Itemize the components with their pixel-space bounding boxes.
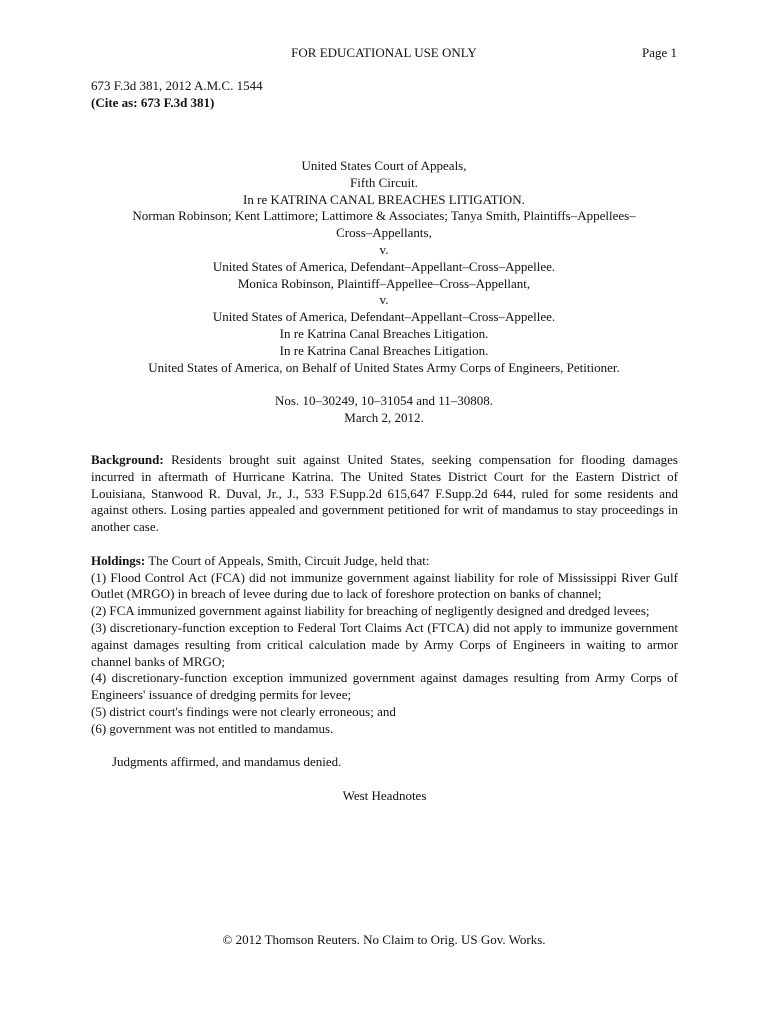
petitioner: United States of America, on Behalf of United States Army Corps of Engineers, Petitioner.	[148, 359, 620, 375]
page-number: Page 1	[641, 45, 677, 60]
plaintiffs-line-2: Cross–Appellants,	[336, 225, 432, 241]
holding-item-2: (2) FCA immunized government against liability for breaching of negligently designed and dredged levees;	[91, 603, 650, 619]
educational-use-banner: FOR EDUCATIONAL USE ONLY	[291, 45, 477, 60]
background-label: Background:	[91, 452, 164, 467]
holdings-intro	[91, 553, 678, 570]
background-paragraph	[91, 452, 678, 536]
holding-item-6: (6) government was not entitled to mandamus.	[91, 720, 334, 736]
holding-item-1: (1) Flood Control Act (FCA) did not immunize government against liability for role of Mississippi River Gulf Outlet (MRGO) in breach of levee during due to lack of foreshore protection on banks of channel;	[91, 569, 678, 602]
docket-numbers: Nos. 10–30249, 10–31054 and 11–30808.	[275, 393, 493, 409]
plaintiff-2: Monica Robinson, Plaintiff–Appellee–Cross–Appellant,	[237, 275, 531, 291]
holding-item-5: (5) district court's findings were not clearly erroneous; and	[91, 703, 396, 719]
citation-block	[91, 78, 263, 112]
caption-spacer	[80, 376, 688, 393]
background-text: Residents brought suit against United States, seeking compensation for flooding damages incurred in aftermath of Hurricane Katrina. The United States District Court for the Eastern District of Louisiana, Stanwood R. Duval, Jr., J., 533 F.Supp.2d 615,647 F.Supp.2d 644, ruled for some residents and against others. Losing parties appealed and government petitioned for writ of mandamus to stay proceedings in another case.	[91, 452, 678, 535]
decision-date: March 2, 2012.	[344, 409, 424, 425]
versus-2: v.	[379, 292, 389, 308]
holding-item-3: (3) discretionary-function exception to Federal Tort Claims Act (FTCA) did not apply to immunize government against damages resulting from critical calculation made by Army Corps of Engineers in waiting to armor channel banks of MRGO;	[91, 619, 678, 669]
cite-as: (Cite as: 673 F.3d 381)	[91, 94, 215, 110]
west-headnotes-title: West Headnotes	[342, 787, 427, 803]
reporter-citation: 673 F.3d 381, 2012 A.M.C. 1544	[91, 78, 263, 93]
holding-item-4: (4) discretionary-function exception immunized government against damages resulting from Army Corps of Engineers' issuance of dredging permits for levee;	[91, 670, 678, 703]
opinion-synopsis	[91, 452, 678, 805]
court-name: United States Court of Appeals,	[301, 158, 467, 173]
defendant-1: United States of America, Defendant–Appellant–Cross–Appellee.	[212, 258, 556, 274]
holdings-section	[91, 553, 678, 738]
case-caption	[80, 158, 688, 427]
disposition: Judgments affirmed, and mandamus denied.	[112, 754, 342, 770]
defendant-2: United States of America, Defendant–Appellant–Cross–Appellee.	[212, 309, 556, 325]
related-case-2: In re Katrina Canal Breaches Litigation.	[279, 342, 489, 358]
plaintiffs-line-1: Norman Robinson; Kent Lattimore; Lattimore & Associates; Tanya Smith, Plaintiffs–Appellees–	[132, 208, 636, 224]
case-title: In re KATRINA CANAL BREACHES LITIGATION.	[243, 191, 525, 207]
versus-1: v.	[379, 241, 389, 257]
circuit-name: Fifth Circuit.	[350, 174, 418, 190]
holdings-intro-text: The Court of Appeals, Smith, Circuit Judge, held that:	[145, 552, 430, 568]
related-case-1: In re Katrina Canal Breaches Litigation.	[279, 325, 489, 341]
copyright-footer: © 2012 Thomson Reuters. No Claim to Orig. US Gov. Works.	[222, 932, 546, 947]
page-header	[0, 45, 768, 63]
holdings-label: Holdings:	[91, 552, 146, 568]
